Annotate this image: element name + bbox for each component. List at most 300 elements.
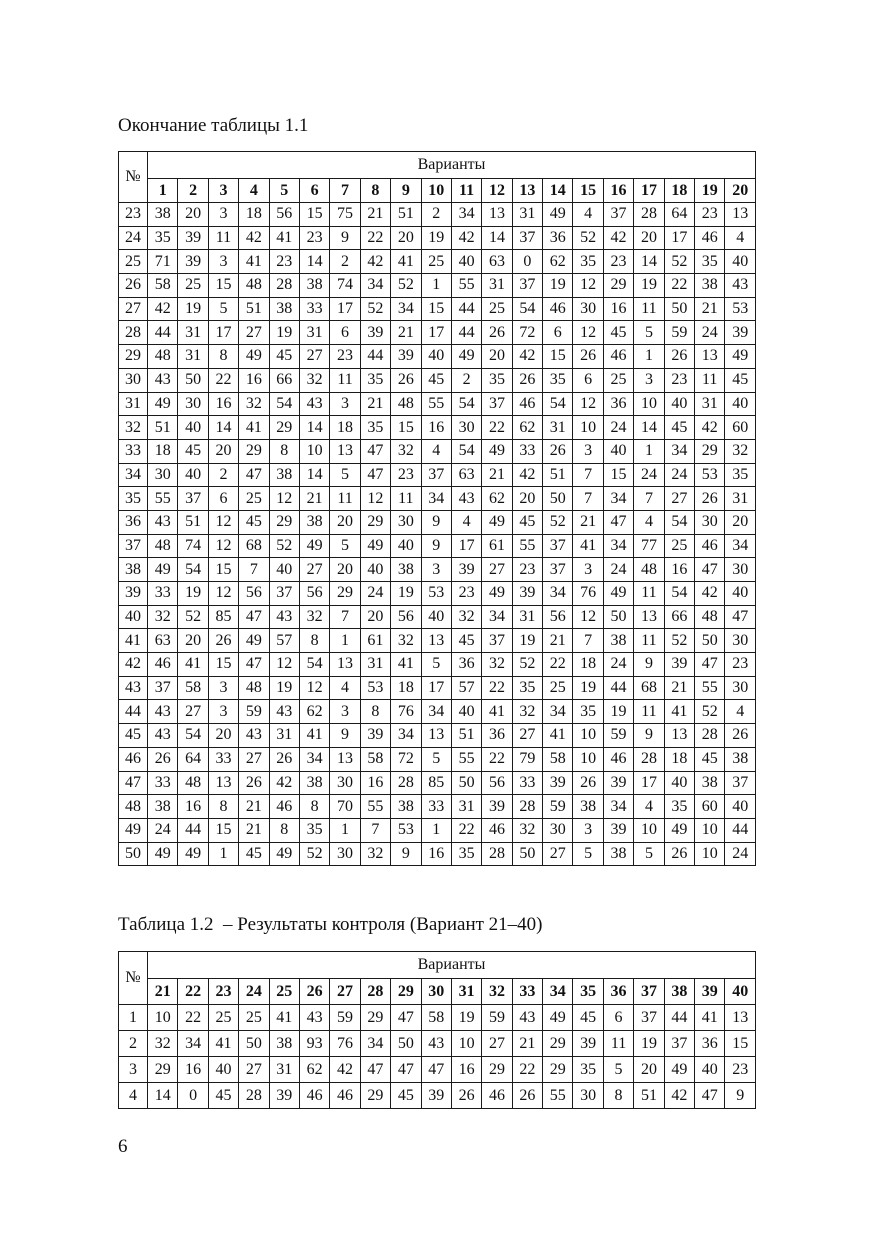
value-cell: 31	[451, 795, 481, 819]
value-cell: 29	[330, 582, 360, 606]
value-cell: 43	[299, 1005, 329, 1031]
value-cell: 53	[725, 297, 756, 321]
value-cell: 16	[421, 416, 451, 440]
row-number-cell: 40	[119, 605, 148, 629]
variant-column-header: 6	[299, 179, 329, 203]
variant-number-row	[119, 979, 756, 1005]
value-cell: 58	[421, 1005, 451, 1031]
value-cell: 22	[664, 274, 694, 298]
value-cell: 32	[391, 629, 421, 653]
value-cell: 52	[178, 605, 208, 629]
value-cell: 21	[482, 463, 512, 487]
value-cell: 30	[573, 297, 603, 321]
value-cell: 10	[148, 1005, 178, 1031]
table-row	[119, 629, 756, 653]
value-cell: 42	[451, 226, 481, 250]
value-cell: 1	[330, 629, 360, 653]
value-cell: 7	[330, 605, 360, 629]
value-cell: 47	[360, 1057, 390, 1083]
value-cell: 20	[208, 724, 238, 748]
value-cell: 12	[299, 676, 329, 700]
value-cell: 62	[482, 487, 512, 511]
table-caption: Таблица 1.2 – Результаты контроля (Вариант 21–40)	[118, 914, 543, 935]
value-cell: 14	[208, 416, 238, 440]
value-cell: 25	[543, 676, 573, 700]
value-cell: 45	[512, 510, 542, 534]
variant-column-header: 27	[330, 979, 360, 1005]
value-cell: 34	[360, 274, 390, 298]
value-cell: 49	[299, 534, 329, 558]
value-cell: 39	[512, 582, 542, 606]
value-cell: 48	[148, 345, 178, 369]
variant-column-header: 40	[725, 979, 756, 1005]
value-cell: 10	[695, 842, 725, 866]
value-cell: 9	[421, 534, 451, 558]
value-cell: 31	[482, 274, 512, 298]
value-cell: 11	[391, 487, 421, 511]
value-cell: 68	[239, 534, 269, 558]
value-cell: 5	[603, 1057, 633, 1083]
value-cell: 16	[208, 392, 238, 416]
value-cell: 43	[148, 510, 178, 534]
row-number-cell: 24	[119, 226, 148, 250]
value-cell: 34	[543, 700, 573, 724]
value-cell: 31	[299, 321, 329, 345]
value-cell: 59	[239, 700, 269, 724]
value-cell: 49	[178, 842, 208, 866]
value-cell: 45	[451, 629, 481, 653]
value-cell: 56	[239, 582, 269, 606]
value-cell: 30	[451, 416, 481, 440]
variant-column-header: 23	[208, 979, 238, 1005]
value-cell: 11	[634, 582, 664, 606]
value-cell: 9	[330, 226, 360, 250]
value-cell: 35	[573, 700, 603, 724]
value-cell: 93	[299, 1031, 329, 1057]
value-cell: 29	[482, 1057, 512, 1083]
value-cell: 46	[543, 297, 573, 321]
value-cell: 13	[482, 203, 512, 227]
value-cell: 47	[239, 653, 269, 677]
value-cell: 18	[573, 653, 603, 677]
table-row	[119, 1083, 756, 1109]
value-cell: 50	[239, 1031, 269, 1057]
value-cell: 59	[482, 1005, 512, 1031]
value-cell: 3	[208, 676, 238, 700]
value-cell: 1	[421, 818, 451, 842]
value-cell: 30	[148, 463, 178, 487]
value-cell: 45	[603, 321, 633, 345]
value-cell: 28	[482, 842, 512, 866]
value-cell: 0	[512, 250, 542, 274]
value-cell: 31	[543, 416, 573, 440]
value-cell: 15	[208, 274, 238, 298]
value-cell: 10	[299, 439, 329, 463]
value-cell: 21	[543, 629, 573, 653]
value-cell: 1	[208, 842, 238, 866]
value-cell: 20	[330, 558, 360, 582]
value-cell: 16	[451, 1057, 481, 1083]
value-cell: 42	[664, 1083, 694, 1109]
value-cell: 30	[543, 818, 573, 842]
value-cell: 36	[695, 1031, 725, 1057]
value-cell: 26	[148, 747, 178, 771]
value-cell: 26	[269, 747, 299, 771]
value-cell: 21	[391, 321, 421, 345]
value-cell: 21	[573, 510, 603, 534]
value-cell: 34	[178, 1031, 208, 1057]
value-cell: 20	[360, 605, 390, 629]
value-cell: 13	[208, 771, 238, 795]
value-cell: 55	[360, 795, 390, 819]
value-cell: 51	[148, 416, 178, 440]
value-cell: 27	[482, 1031, 512, 1057]
value-cell: 34	[482, 605, 512, 629]
value-cell: 34	[664, 439, 694, 463]
value-cell: 46	[512, 392, 542, 416]
value-cell: 23	[451, 582, 481, 606]
value-cell: 42	[148, 297, 178, 321]
value-cell: 49	[482, 439, 512, 463]
value-cell: 41	[391, 653, 421, 677]
value-cell: 26	[573, 345, 603, 369]
value-cell: 39	[725, 321, 756, 345]
value-cell: 18	[664, 747, 694, 771]
row-number-cell: 45	[119, 724, 148, 748]
value-cell: 2	[451, 368, 481, 392]
value-cell: 8	[603, 1083, 633, 1109]
results-table-1-1	[118, 151, 756, 866]
value-cell: 11	[634, 297, 664, 321]
value-cell: 49	[148, 842, 178, 866]
value-cell: 24	[634, 463, 664, 487]
value-cell: 39	[482, 795, 512, 819]
value-cell: 38	[695, 274, 725, 298]
row-number-cell: 42	[119, 653, 148, 677]
variant-column-header: 10	[421, 179, 451, 203]
value-cell: 19	[178, 297, 208, 321]
value-cell: 60	[695, 795, 725, 819]
value-cell: 34	[603, 795, 633, 819]
value-cell: 3	[573, 818, 603, 842]
value-cell: 38	[603, 629, 633, 653]
value-cell: 21	[360, 203, 390, 227]
value-cell: 22	[512, 1057, 542, 1083]
value-cell: 19	[543, 274, 573, 298]
value-cell: 12	[269, 487, 299, 511]
value-cell: 55	[543, 1083, 573, 1109]
value-cell: 59	[330, 1005, 360, 1031]
value-cell: 29	[543, 1031, 573, 1057]
value-cell: 37	[482, 629, 512, 653]
value-cell: 20	[725, 510, 756, 534]
value-cell: 13	[664, 724, 694, 748]
value-cell: 12	[269, 653, 299, 677]
value-cell: 7	[573, 629, 603, 653]
value-cell: 17	[451, 534, 481, 558]
value-cell: 27	[482, 558, 512, 582]
value-cell: 20	[634, 226, 664, 250]
value-cell: 16	[178, 1057, 208, 1083]
value-cell: 49	[360, 534, 390, 558]
value-cell: 40	[664, 392, 694, 416]
value-cell: 34	[543, 582, 573, 606]
row-number-cell: 49	[119, 818, 148, 842]
value-cell: 47	[695, 1083, 725, 1109]
value-cell: 79	[512, 747, 542, 771]
variant-column-header: 20	[725, 179, 756, 203]
value-cell: 11	[634, 700, 664, 724]
variant-column-header: 32	[482, 979, 512, 1005]
value-cell: 9	[391, 842, 421, 866]
value-cell: 41	[178, 653, 208, 677]
value-cell: 26	[664, 345, 694, 369]
row-number-cell: 3	[119, 1057, 148, 1083]
value-cell: 50	[543, 487, 573, 511]
value-cell: 19	[269, 676, 299, 700]
value-cell: 43	[451, 487, 481, 511]
value-cell: 63	[451, 463, 481, 487]
value-cell: 52	[360, 297, 390, 321]
value-cell: 40	[178, 416, 208, 440]
value-cell: 6	[603, 1005, 633, 1031]
value-cell: 4	[725, 226, 756, 250]
value-cell: 34	[299, 747, 329, 771]
value-cell: 0	[178, 1083, 208, 1109]
value-cell: 6	[208, 487, 238, 511]
value-cell: 58	[148, 274, 178, 298]
value-cell: 26	[695, 487, 725, 511]
value-cell: 19	[451, 1005, 481, 1031]
value-cell: 32	[451, 605, 481, 629]
value-cell: 11	[330, 368, 360, 392]
table-row	[119, 1005, 756, 1031]
value-cell: 23	[695, 203, 725, 227]
value-cell: 5	[421, 653, 451, 677]
value-cell: 23	[603, 250, 633, 274]
value-cell: 41	[695, 1005, 725, 1031]
value-cell: 48	[391, 392, 421, 416]
value-cell: 32	[148, 1031, 178, 1057]
value-cell: 52	[391, 274, 421, 298]
value-cell: 32	[239, 392, 269, 416]
table-row	[119, 416, 756, 440]
value-cell: 47	[239, 463, 269, 487]
value-cell: 4	[573, 203, 603, 227]
table-row	[119, 582, 756, 606]
value-cell: 14	[482, 226, 512, 250]
variant-column-header: 14	[543, 179, 573, 203]
variant-column-header: 35	[573, 979, 603, 1005]
value-cell: 45	[239, 842, 269, 866]
value-cell: 13	[330, 439, 360, 463]
value-cell: 77	[634, 534, 664, 558]
value-cell: 35	[360, 416, 390, 440]
value-cell: 15	[299, 203, 329, 227]
variants-group-header: Варианты	[148, 152, 756, 179]
value-cell: 8	[269, 818, 299, 842]
value-cell: 51	[634, 1083, 664, 1109]
value-cell: 66	[269, 368, 299, 392]
value-cell: 38	[391, 795, 421, 819]
value-cell: 52	[664, 629, 694, 653]
value-cell: 19	[269, 321, 299, 345]
value-cell: 39	[451, 558, 481, 582]
table-row	[119, 297, 756, 321]
value-cell: 34	[391, 297, 421, 321]
value-cell: 27	[239, 1057, 269, 1083]
value-cell: 3	[208, 700, 238, 724]
value-cell: 46	[148, 653, 178, 677]
table-row	[119, 439, 756, 463]
value-cell: 30	[695, 510, 725, 534]
variant-column-header: 7	[330, 179, 360, 203]
value-cell: 14	[299, 416, 329, 440]
value-cell: 31	[178, 345, 208, 369]
table-row	[119, 203, 756, 227]
value-cell: 29	[360, 1005, 390, 1031]
value-cell: 9	[421, 510, 451, 534]
variant-column-header: 21	[148, 979, 178, 1005]
table-row	[119, 510, 756, 534]
variant-column-header: 24	[239, 979, 269, 1005]
value-cell: 34	[421, 700, 451, 724]
row-number-cell: 36	[119, 510, 148, 534]
table-continuation-caption: Окончание таблицы 1.1	[118, 115, 309, 136]
row-number-cell: 31	[119, 392, 148, 416]
value-cell: 41	[482, 700, 512, 724]
value-cell: 22	[482, 416, 512, 440]
value-cell: 46	[695, 226, 725, 250]
value-cell: 33	[512, 771, 542, 795]
value-cell: 40	[725, 582, 756, 606]
value-cell: 48	[178, 771, 208, 795]
value-cell: 29	[695, 439, 725, 463]
value-cell: 26	[664, 842, 694, 866]
value-cell: 39	[391, 345, 421, 369]
value-cell: 64	[664, 203, 694, 227]
row-number-cell: 34	[119, 463, 148, 487]
value-cell: 10	[573, 416, 603, 440]
row-number-cell: 26	[119, 274, 148, 298]
value-cell: 18	[330, 416, 360, 440]
value-cell: 51	[543, 463, 573, 487]
value-cell: 34	[603, 487, 633, 511]
value-cell: 35	[695, 250, 725, 274]
value-cell: 39	[573, 1031, 603, 1057]
row-number-cell: 27	[119, 297, 148, 321]
value-cell: 72	[391, 747, 421, 771]
value-cell: 26	[512, 1083, 542, 1109]
value-cell: 59	[543, 795, 573, 819]
value-cell: 29	[360, 510, 390, 534]
value-cell: 36	[451, 653, 481, 677]
variant-column-header: 37	[634, 979, 664, 1005]
value-cell: 17	[664, 226, 694, 250]
value-cell: 34	[421, 487, 451, 511]
value-cell: 51	[391, 203, 421, 227]
value-cell: 41	[239, 416, 269, 440]
value-cell: 62	[299, 1057, 329, 1083]
value-cell: 16	[664, 558, 694, 582]
row-number-cell: 46	[119, 747, 148, 771]
value-cell: 28	[634, 203, 664, 227]
variant-column-header: 16	[603, 179, 633, 203]
value-cell: 39	[543, 771, 573, 795]
value-cell: 46	[603, 345, 633, 369]
value-cell: 27	[664, 487, 694, 511]
value-cell: 66	[664, 605, 694, 629]
value-cell: 53	[391, 818, 421, 842]
value-cell: 43	[269, 605, 299, 629]
variant-column-header: 3	[208, 179, 238, 203]
value-cell: 14	[299, 463, 329, 487]
value-cell: 40	[725, 795, 756, 819]
value-cell: 38	[573, 795, 603, 819]
value-cell: 52	[269, 534, 299, 558]
value-cell: 37	[512, 274, 542, 298]
table-row	[119, 653, 756, 677]
value-cell: 37	[543, 534, 573, 558]
value-cell: 49	[543, 203, 573, 227]
value-cell: 2	[208, 463, 238, 487]
value-cell: 49	[239, 629, 269, 653]
value-cell: 17	[634, 771, 664, 795]
value-cell: 51	[239, 297, 269, 321]
value-cell: 35	[451, 842, 481, 866]
value-cell: 42	[330, 1057, 360, 1083]
value-cell: 21	[695, 297, 725, 321]
value-cell: 35	[512, 676, 542, 700]
corner-header: №	[119, 952, 148, 1005]
value-cell: 20	[391, 226, 421, 250]
variant-column-header: 36	[603, 979, 633, 1005]
value-cell: 28	[512, 795, 542, 819]
row-number-cell: 39	[119, 582, 148, 606]
value-cell: 42	[360, 250, 390, 274]
value-cell: 39	[421, 1083, 451, 1109]
value-cell: 23	[391, 463, 421, 487]
value-cell: 37	[664, 1031, 694, 1057]
value-cell: 4	[725, 700, 756, 724]
value-cell: 44	[148, 321, 178, 345]
row-number-cell: 37	[119, 534, 148, 558]
value-cell: 8	[360, 700, 390, 724]
value-cell: 31	[725, 487, 756, 511]
table-row	[119, 321, 756, 345]
value-cell: 41	[208, 1031, 238, 1057]
value-cell: 62	[299, 700, 329, 724]
value-cell: 26	[451, 1083, 481, 1109]
variant-column-header: 22	[178, 979, 208, 1005]
value-cell: 50	[178, 368, 208, 392]
value-cell: 40	[603, 439, 633, 463]
value-cell: 34	[360, 1031, 390, 1057]
value-cell: 21	[239, 795, 269, 819]
value-cell: 20	[330, 510, 360, 534]
value-cell: 55	[512, 534, 542, 558]
value-cell: 54	[664, 510, 694, 534]
value-cell: 27	[543, 842, 573, 866]
value-cell: 1	[634, 439, 664, 463]
value-cell: 43	[148, 368, 178, 392]
value-cell: 16	[360, 771, 390, 795]
value-cell: 37	[543, 558, 573, 582]
value-cell: 46	[695, 534, 725, 558]
value-cell: 46	[330, 1083, 360, 1109]
value-cell: 17	[421, 676, 451, 700]
variant-column-header: 9	[391, 179, 421, 203]
